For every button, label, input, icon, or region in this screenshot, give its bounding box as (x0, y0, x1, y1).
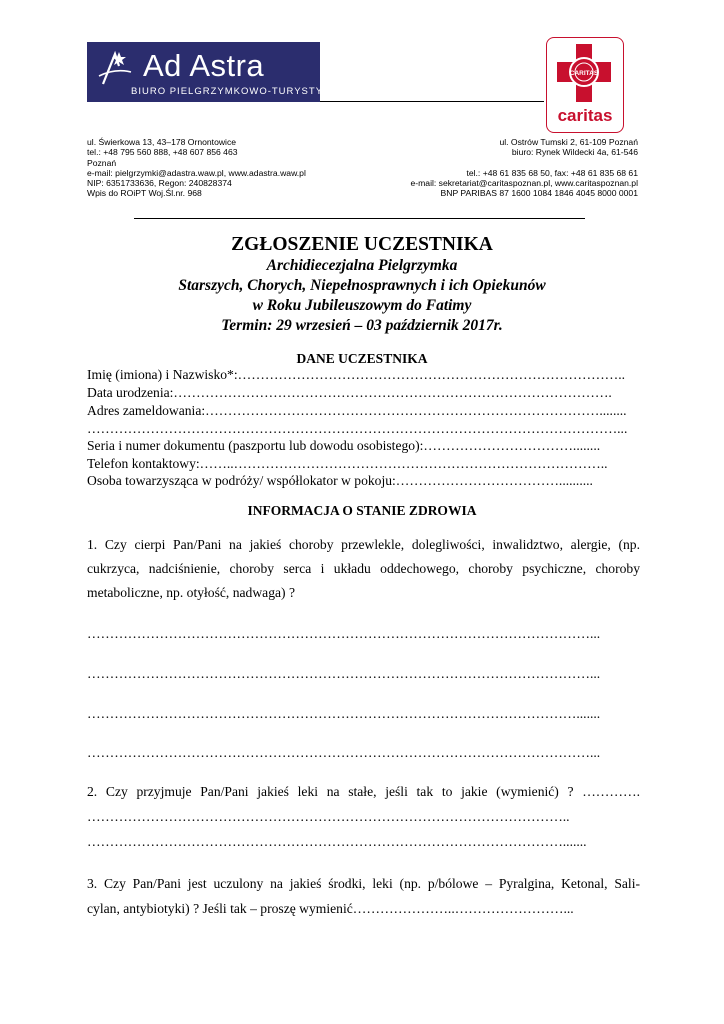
contact-line: tel.: +48 61 835 68 50, fax: +48 61 835 68 61 (466, 167, 638, 178)
question-2-line: 2. Czy przyjmuje Pan/Pani jakieś leki na stałe, jeśli tak to jakie (wymienić) ? …………. (87, 784, 640, 799)
subtitle-line: Termin: 29 wrzesień – 03 październik 2017r. (221, 317, 503, 334)
caritas-logo (546, 37, 624, 133)
health-section-heading: INFORMACJA O STANIE ZDROWIA (247, 503, 477, 518)
star-logo-icon (95, 46, 135, 90)
ad-astra-logo (87, 42, 353, 102)
question-1-answer-line[interactable]: ………………………………………………………………………………………………....... (87, 706, 601, 721)
name-field[interactable]: Imię (imiona) i Nazwisko*:………………………………………………………………………….. (87, 367, 626, 382)
phone-field[interactable]: Telefon kontaktowy:……..……………………………………………………………………….. (87, 456, 608, 471)
contact-spacer (300, 158, 638, 168)
question-1-line: metaboliczne, np. otyłość, nadwaga) ? (87, 585, 295, 600)
question-1-line: cukrzyca, nadciśnienie, choroby serca i układu oddechowego, choroby psychiczne, choroby (87, 561, 640, 576)
contact-line: e-mail: pielgrzymki@adastra.waw.pl, www.adastra.waw.pl (87, 167, 306, 178)
contact-line: ul. Ostrów Tumski 2, 61-109 Poznań (499, 137, 638, 147)
contact-line: NIP: 6351733636, Regon: 240828374 (87, 178, 232, 189)
contact-line: biuro: Rynek Wildecki 4a, 61-546 (511, 147, 638, 158)
address-field[interactable]: Adres zameldowania:……………………………………………………………………………........ (87, 403, 627, 418)
question-1-answer-line[interactable]: …………………………………………………………………………………………………... (87, 626, 601, 641)
page-title: ZGŁOSZENIE UCZESTNIKA (231, 234, 493, 255)
companion-field[interactable]: Osoba towarzysząca w podróży/ współlokator w pokoju:……………………………….......... (87, 473, 593, 488)
contact-line: ul. Świerkowa 13, 43–178 Ornontowice (87, 137, 237, 147)
document-number-field[interactable]: Seria i numer dokumentu (paszportu lub dowodu osobistego):……………………………........ (87, 438, 601, 453)
caritas-cross-icon (555, 42, 613, 104)
question-2-answer-line[interactable]: …………………………………………………………………………………………….. (87, 809, 570, 824)
ad-astra-contact (87, 137, 306, 199)
caritas-emblem-text: CARITAS (569, 70, 599, 77)
question-1-line: 1. Czy cierpi Pan/Pani na jakieś choroby przewlekle, dolegliwości, inwalidztwo, alergie, (np. (87, 537, 640, 552)
caritas-word: caritas (557, 106, 613, 125)
contact-separator (134, 218, 585, 219)
ad-astra-brand: Ad Astra (143, 48, 265, 83)
participant-section-heading: DANE UCZESTNIKA (296, 351, 428, 366)
subtitle-line: Archidiecezjalna Pielgrzymka (266, 257, 458, 274)
birth-date-field[interactable]: Data urodzenia:……………………………………………………………………………………. (87, 385, 612, 400)
contact-line: BNP PARIBAS 87 1600 1084 1846 4045 8000 0001 (440, 188, 638, 199)
header-rule (320, 101, 544, 102)
contact-line: tel.: +48 795 560 888, +48 607 856 463 (87, 147, 238, 158)
contact-line: Poznań (87, 157, 117, 168)
contact-line: Wpis do ROiPT Woj.Śl.nr. 968 (87, 188, 202, 199)
ad-astra-tagline: BIURO PIELGRZYMKOWO-TURYSTYCZNE (131, 86, 353, 97)
question-3-line: 3. Czy Pan/Pani jest uczulony na jakieś środki, leki (np. p/bólowe – Pyralgina, Ketonal, Sali- (87, 876, 640, 891)
question-1-answer-line[interactable]: …………………………………………………………………………………………………... (87, 745, 601, 760)
question-3-line: cylan, antybiotyki) ? Jeśli tak – proszę wymienić…………………..……………………... (87, 901, 574, 916)
question-2-answer-line[interactable]: ……………………………………………………………………………………………....... (87, 834, 587, 849)
contact-line: e-mail: sekretariat@caritaspoznan.pl, www.caritaspoznan.pl (410, 178, 638, 189)
subtitle-line: w Roku Jubileuszowym do Fatimy (252, 297, 472, 314)
subtitle-line: Starszych, Chorych, Niepełnosprawnych i ich Opiekunów (178, 277, 546, 294)
caritas-contact (300, 137, 638, 199)
address-continuation-field[interactable]: ………………………………………………………………………………………………………... (87, 421, 628, 436)
question-1-answer-line[interactable]: …………………………………………………………………………………………………... (87, 666, 601, 681)
